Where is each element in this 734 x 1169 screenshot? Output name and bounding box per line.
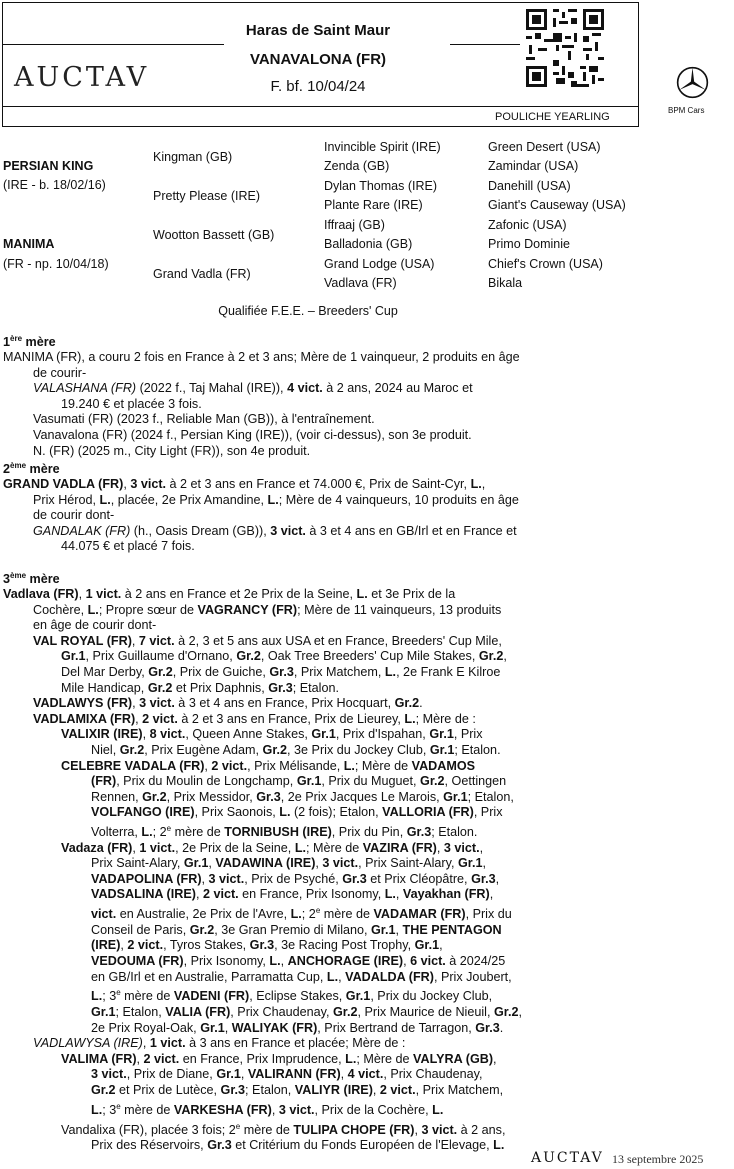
gen3-item: Vadlava (FR) bbox=[324, 276, 397, 290]
gen4-item: Green Desert (USA) bbox=[488, 140, 601, 154]
gen2-item: Pretty Please (IRE) bbox=[153, 189, 260, 203]
sponsor-name: BPM Cars bbox=[668, 106, 705, 115]
gen3-item: Plante Rare (IRE) bbox=[324, 198, 423, 212]
gen3-item: Iffraaj (GB) bbox=[324, 218, 385, 232]
gen4-item: Primo Dominie bbox=[488, 237, 570, 251]
footer-logo: AUCTAV bbox=[531, 1150, 604, 1166]
lot-category: POULICHE YEARLING bbox=[495, 111, 610, 123]
mercedes-star-icon bbox=[676, 66, 709, 99]
dam-3-text: Vadlava (FR), 1 vict. à 2 ans en France et 2e Prix de la Seine, L. et 3e Prix de la Cochère, L.; Propre sœur de VAGRANCY (FR); Mère de 11 vainqueurs, 13 produits en âge de courir dont- VAL ROYAL (FR), 7 vict. à 2, 3 et 5 ans aux USA et en France, Breeders' Cup Mile, Gr.1, Prix Guillaume d'Ornano, Gr.2, Oak Tree Breeders' Cup Mile Stakes, Gr.2, Del Mar Derby, Gr.2, Prix de Guiche, Gr.3, Prix Matchem, L., 2e Frank E Kilroe Mile Handicap, Gr.2 et Prix Daphnis, Gr.3; Etalon. VADLAWYS (FR), 3 vict. à 3 et 4 ans en France, Prix Hocquart, Gr.2. VADLAMIXA (FR), 2 vict. à 2 et 3 ans en France, Prix de Lieurey, L.; Mère de : VALIXIR (IRE), 8 vict., Queen Anne Stakes, Gr.1, Prix d'Ispahan, Gr.1, Prix Niel, Gr.2, Prix Eugène Adam, Gr.2, 3e Prix du Jockey Club, Gr.1; Etalon. CELEBRE VADALA (FR), 2 vict., Prix Mélisande, L.; Mère de VADAMOS (FR), Prix du Moulin de Longchamp, Gr.1, Prix du Muguet, Gr.2, Oettingen Rennen, Gr.2, Prix Messidor, Gr.3, 2e Prix Jacques Le Marois, Gr.1; Etalon, VOLFANGO (IRE), Prix Saonois, L. (2 fois); Etalon, VALLORIA (FR), Prix Volterra, L.; 2e mère de TORNIBUSH (IRE), Prix du Pin, Gr.3; Etalon. Vadaza (FR), 1 vict., 2e Prix de la Seine, L.; Mère de VAZIRA (FR), 3 vict., Prix Saint-Alary, Gr.1, VADAWINA (IRE), 3 vict., Prix Saint-Alary, Gr.1, VADAPOLINA (FR), 3 vict., Prix de Psyché, Gr.3 et Prix Cléopâtre, Gr.3, VADSALINA (IRE), 2 vict. en France, Prix Isonomy, L., Vayakhan (FR), vict. en Australie, 2e Prix de l'Avre, L.; 2e mère de VADAMAR (FR), Prix du Conseil de Paris, Gr.2, 3e Gran Premio di Milano, Gr.1, THE PENTAGON (IRE), 2 vict., Tyros Stakes, Gr.3, 3e Racing Post Trophy, Gr.1, VEDOUMA (FR), Prix Isonomy, L., ANCHORAGE (IRE), 6 vict. à 2024/25 en GB/Irl et en Australie, Parramatta Cup, L., VADALDA (FR), Prix Joubert, L.; 3e mère de VADENI (FR), Eclipse Stakes, Gr.1, Prix du Jockey Club, Gr.1; Etalon, VALIA (FR), Prix Chaudenay, Gr.2, Prix Maurice de Nieuil, Gr.2, 2e Prix Royal-Oak, Gr.1, WALIYAK (FR), Prix Bertrand de Tarragon, Gr.3. VADLAWYSA (IRE), 1 vict. à 3 ans en France et placée; Mère de : VALIMA (FR), 2 vict. en France, Prix Imprudence, L.; Mère de VALYRA (GB), 3 vict., Prix de Diane, Gr.1, VALIRANN (FR), 4 vict., Prix Chaudenay, Gr.2 et Prix de Lutèce, Gr.3; Etalon, VALIYR (IRE), 2 vict., Prix Matchem, L.; 3e mère de VARKESHA (FR), 3 vict., Prix de la Cochère, L. Vandalixa (FR), placée 3 fois; 2e mère de TULIPA CHOPE (FR), 3 vict. à 2 ans, Prix des Réservoirs, Gr.3 et Critérium du Fonds Européen de l'Elevage, L. bbox=[3, 587, 522, 1153]
dam-1-heading: 1ère mère bbox=[3, 334, 56, 350]
horse-name: VANAVALONA (FR) bbox=[249, 51, 387, 68]
gen3-item: Grand Lodge (USA) bbox=[324, 257, 435, 271]
dam-1-text: MANIMA (FR), a couru 2 fois en France à 2 et 3 ans; Mère de 1 vainqueur, 2 produits en âge de courir- VALASHANA (FR) (2022 f., Taj Mahal (IRE)), 4 vict. à 2 ans, 2024 au Maroc et 19.240 € et placée 3 fois. Vasumati (FR) (2023 f., Reliable Man (GB)), à l'entraînement. Vanavalona (FR) (2024 f., Persian King (IRE)), (voir ci-dessus), son 3e produit. N. (FR) (2025 m., City Light (FR)), son 4e produit. bbox=[3, 350, 520, 458]
qr-code-icon bbox=[526, 9, 604, 87]
dam-3-heading: 3ème mère bbox=[3, 571, 60, 587]
gen4-item: Bikala bbox=[488, 276, 523, 290]
header-divider bbox=[2, 106, 639, 107]
gen4-item: Zamindar (USA) bbox=[488, 159, 579, 173]
dam-info: (FR - np. 10/04/18) bbox=[3, 257, 109, 271]
header-rule-right bbox=[450, 44, 520, 45]
gen2-item: Grand Vadla (FR) bbox=[153, 267, 251, 281]
auctav-logo: AUCTAV bbox=[14, 62, 150, 93]
header-rule-left bbox=[2, 44, 224, 45]
gen3-item: Zenda (GB) bbox=[324, 159, 390, 173]
gen4-item: Giant's Causeway (USA) bbox=[488, 198, 626, 212]
gen4-item: Chief's Crown (USA) bbox=[488, 257, 603, 271]
gen3-item: Balladonia (GB) bbox=[324, 237, 413, 251]
gen4-item: Danehill (USA) bbox=[488, 179, 571, 193]
gen4-item: Zafonic (USA) bbox=[488, 218, 567, 232]
gen3-item: Invincible Spirit (IRE) bbox=[324, 140, 441, 154]
stud-name: Haras de Saint Maur bbox=[245, 22, 391, 39]
sire-info: (IRE - b. 18/02/16) bbox=[3, 178, 106, 192]
qualification-note: Qualifiée F.E.E. – Breeders' Cup bbox=[218, 304, 398, 318]
gen2-item: Wootton Bassett (GB) bbox=[153, 228, 275, 242]
dam-2-heading: 2ème mère bbox=[3, 461, 60, 477]
dam-2-text: GRAND VADLA (FR), 3 vict. à 2 et 3 ans en France et 74.000 €, Prix de Saint-Cyr, L., Prix Hérod, L., placée, 2e Prix Amandine, L.; Mère de 4 vainqueurs, 10 produits en âge de courir dont- GANDALAK (FR) (h., Oasis Dream (GB)), 3 vict. à 3 et 4 ans en GB/Irl et en France et 44.075 € et placé 7 fois. bbox=[3, 477, 519, 554]
gen3-item: Dylan Thomas (IRE) bbox=[324, 179, 437, 193]
footer-date: 13 septembre 2025 bbox=[612, 1152, 704, 1166]
gen2-item: Kingman (GB) bbox=[153, 150, 233, 164]
dam-name: MANIMA bbox=[3, 237, 55, 251]
horse-birth: F. bf. 10/04/24 bbox=[270, 78, 366, 95]
sire-name: PERSIAN KING bbox=[3, 159, 94, 173]
